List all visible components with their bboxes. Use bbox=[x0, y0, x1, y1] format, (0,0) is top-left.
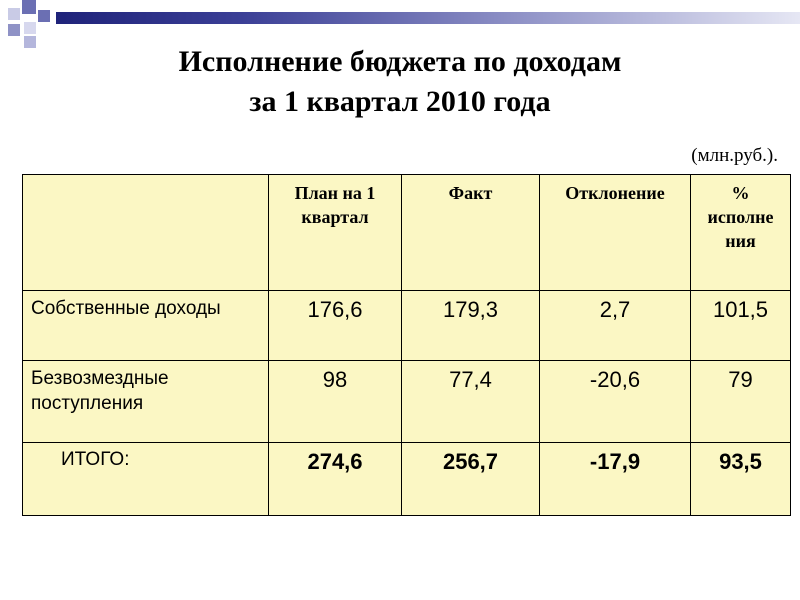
cell-plan: 176,6 bbox=[269, 291, 402, 361]
cell-fact: 77,4 bbox=[402, 361, 540, 443]
table-row bbox=[23, 361, 791, 443]
cell-fact: 179,3 bbox=[402, 291, 540, 361]
cell-percent: 79 bbox=[691, 361, 791, 443]
header-empty-cell bbox=[23, 175, 269, 291]
decor-square bbox=[24, 22, 36, 34]
cell-plan: 98 bbox=[269, 361, 402, 443]
cell-fact-total: 256,7 bbox=[402, 443, 540, 516]
cell-percent: 101,5 bbox=[691, 291, 791, 361]
table-row-total bbox=[23, 443, 791, 516]
header-fact: Факт bbox=[402, 175, 540, 291]
decor-square bbox=[8, 24, 20, 36]
decor-square bbox=[8, 8, 20, 20]
header-plan: План на 1 квартал bbox=[269, 175, 402, 291]
cell-deviation: 2,7 bbox=[540, 291, 691, 361]
title-line-2: за 1 квартал 2010 года bbox=[249, 85, 551, 118]
header-deviation: Отклонение bbox=[540, 175, 691, 291]
budget-table bbox=[22, 174, 791, 516]
row-label-total: ИТОГО: bbox=[23, 443, 269, 516]
decor-square bbox=[22, 0, 36, 14]
header-percent: % исполне ния bbox=[691, 175, 791, 291]
decor-square bbox=[38, 10, 50, 22]
cell-plan-total: 274,6 bbox=[269, 443, 402, 516]
cell-deviation-total: -17,9 bbox=[540, 443, 691, 516]
cell-deviation: -20,6 bbox=[540, 361, 691, 443]
table-header-row bbox=[23, 175, 791, 291]
title-line-1: Исполнение бюджета по доходам bbox=[178, 45, 622, 78]
row-label-own-revenue: Собственные доходы bbox=[23, 291, 269, 361]
cell-percent-total: 93,5 bbox=[691, 443, 791, 516]
table-row bbox=[23, 291, 791, 361]
slide-title bbox=[0, 42, 800, 122]
header-gradient-bar bbox=[56, 12, 800, 24]
units-label: (млн.руб.). bbox=[691, 145, 778, 166]
row-label-grants: Безвозмездные поступления bbox=[23, 361, 269, 443]
